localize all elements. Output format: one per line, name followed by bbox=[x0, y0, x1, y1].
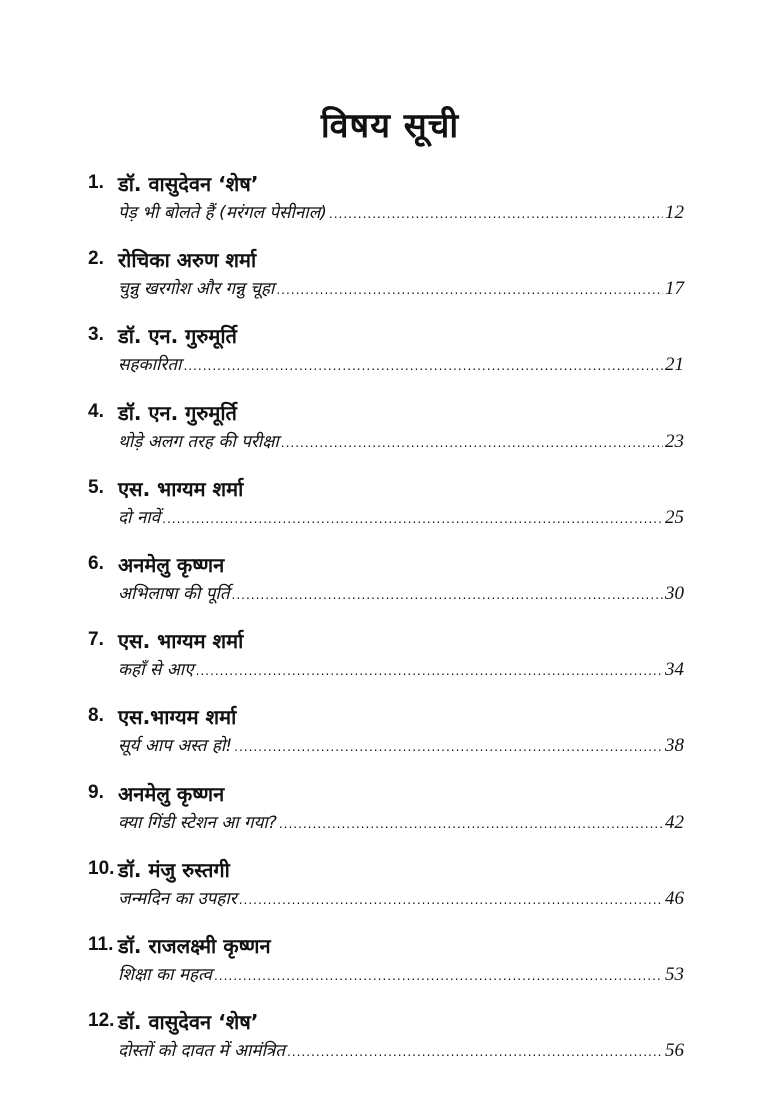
entry-number: 10. bbox=[88, 857, 115, 879]
entry-number: 6. bbox=[88, 553, 104, 574]
entry-author: डॉ. एन. गुरुमूर्ति bbox=[118, 400, 237, 425]
dot-leader bbox=[239, 893, 663, 907]
entry-author: डॉ. वासुदेवन ‘शेष’ bbox=[118, 172, 259, 196]
entry-page-number: 23 bbox=[665, 430, 684, 452]
entry-title: सूर्य आप अस्त हो! bbox=[118, 736, 233, 757]
toc-entry bbox=[88, 248, 684, 318]
toc-entry bbox=[88, 782, 684, 852]
entry-title: सहकारिता bbox=[118, 355, 182, 376]
entry-page-number: 17 bbox=[665, 278, 684, 300]
entry-author: एस. भाग्यम शर्मा bbox=[118, 476, 244, 501]
page-title: विषय सूची bbox=[320, 105, 460, 146]
dot-leader bbox=[183, 359, 663, 373]
toc-entry bbox=[88, 858, 684, 928]
entry-title-line bbox=[118, 505, 684, 529]
entry-page-number: 46 bbox=[665, 887, 684, 909]
entry-title-line bbox=[118, 581, 684, 605]
dot-leader bbox=[196, 664, 663, 678]
dot-leader bbox=[276, 283, 663, 297]
entry-number: 9. bbox=[88, 781, 104, 803]
toc-entry bbox=[88, 553, 684, 623]
entry-page-number: 30 bbox=[665, 583, 684, 604]
entry-number: 5. bbox=[88, 476, 104, 498]
entry-author: डॉ. राजलक्ष्मी कृष्णन bbox=[118, 934, 271, 958]
entry-page-number: 34 bbox=[665, 659, 684, 681]
entry-page-number: 42 bbox=[665, 811, 684, 833]
entry-page-number: 38 bbox=[665, 735, 684, 757]
toc-entry bbox=[88, 705, 684, 775]
entry-title-line bbox=[118, 200, 684, 224]
dot-leader bbox=[234, 740, 663, 754]
entry-title: थोड़े अलग तरह की परीक्षा bbox=[118, 431, 279, 452]
entry-title: दोस्तों को दावत में आमंत्रित bbox=[118, 1041, 285, 1062]
dot-leader bbox=[162, 512, 663, 526]
entry-page-number: 25 bbox=[665, 506, 684, 528]
entry-title-line bbox=[118, 886, 684, 910]
dot-leader bbox=[281, 436, 663, 450]
entry-title-line bbox=[118, 276, 684, 300]
entry-title-line bbox=[118, 429, 684, 453]
entry-title: जन्मदिन का उपहार bbox=[118, 888, 237, 909]
entry-author: डॉ. मंजु रुस्तगी bbox=[118, 857, 230, 882]
entry-title: अभिलाषा की पूर्ति bbox=[118, 584, 230, 604]
entry-page-number: 53 bbox=[665, 964, 684, 985]
toc-entry bbox=[88, 401, 684, 471]
entry-number: 12. bbox=[88, 1010, 115, 1032]
entry-page-number: 12 bbox=[665, 202, 684, 223]
entry-author: रोचिका अरुण शर्मा bbox=[118, 248, 257, 273]
dot-leader bbox=[232, 588, 663, 602]
entry-title-line bbox=[118, 810, 684, 834]
dot-leader bbox=[329, 207, 663, 221]
entry-title-line bbox=[118, 657, 684, 681]
entry-title: पेड़ भी बोलते हैं (मरंगल पेसीनाल) bbox=[118, 203, 327, 223]
toc-entry bbox=[88, 934, 684, 1004]
entry-page-number: 56 bbox=[665, 1040, 684, 1062]
entry-author: अनमेलु कृष्णन bbox=[118, 781, 225, 806]
entry-number: 7. bbox=[88, 629, 104, 651]
toc-entry bbox=[88, 629, 684, 699]
dot-leader bbox=[287, 1045, 663, 1059]
entry-title: दो नावें bbox=[118, 507, 161, 528]
entry-title-line bbox=[118, 733, 684, 757]
entry-author: एस. भाग्यम शर्मा bbox=[118, 629, 244, 654]
entry-author: एस.भाग्यम शर्मा bbox=[118, 705, 237, 730]
toc-entry bbox=[88, 1010, 684, 1080]
toc-entry bbox=[88, 477, 684, 547]
entry-title: चुन्नु खरगोश और गन्नु चूहा bbox=[118, 279, 275, 300]
entry-number: 11. bbox=[88, 934, 114, 955]
entry-title: क्या गिंडी स्टेशन आ गया? bbox=[118, 812, 277, 833]
entry-number: 1. bbox=[88, 172, 104, 193]
toc-entry bbox=[88, 172, 684, 242]
entry-title: शिक्षा का महत्व bbox=[118, 965, 212, 985]
entry-title-line bbox=[118, 352, 684, 376]
entry-page-number: 21 bbox=[665, 354, 684, 376]
dot-leader bbox=[279, 817, 663, 831]
entry-author: अनमेलु कृष्णन bbox=[118, 553, 225, 577]
entry-number: 2. bbox=[88, 248, 104, 270]
entry-number: 4. bbox=[88, 400, 104, 422]
entry-title: कहाँ से आए bbox=[118, 660, 194, 681]
entry-title-line bbox=[118, 962, 684, 986]
dot-leader bbox=[214, 969, 663, 983]
entry-number: 3. bbox=[88, 324, 104, 346]
entry-author: डॉ. वासुदेवन ‘शेष’ bbox=[118, 1010, 259, 1035]
toc-entry bbox=[88, 324, 684, 394]
entry-number: 8. bbox=[88, 705, 104, 727]
entry-title-line bbox=[118, 1038, 684, 1062]
entry-author: डॉ. एन. गुरुमूर्ति bbox=[118, 324, 237, 349]
